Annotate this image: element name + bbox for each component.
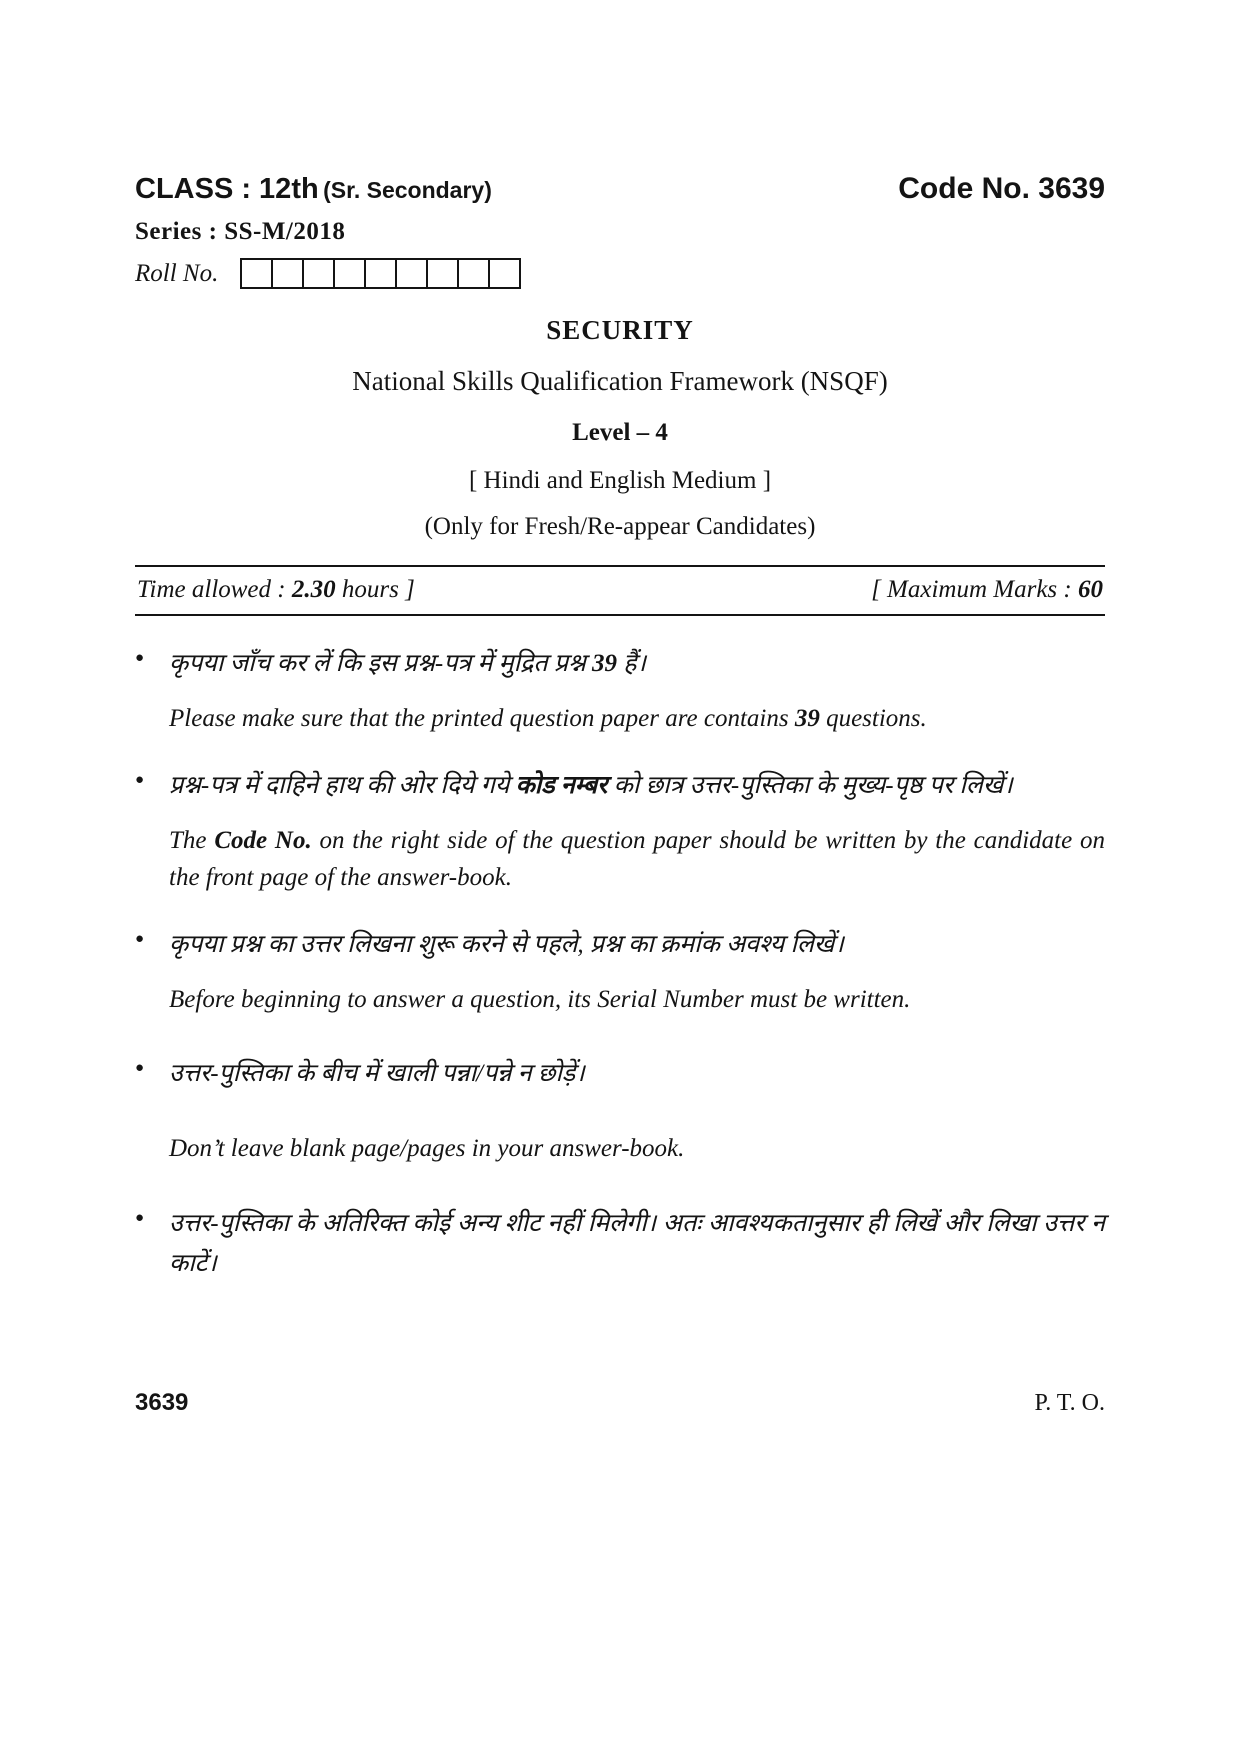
roll-no-cell[interactable] (364, 258, 397, 289)
instruction-hindi-text: कृपया प्रश्न का उत्तर लिखना शुरू करने से पहले, प्रश्न का क्रमांक अवश्य लिखें। (169, 930, 844, 958)
framework-title: National Skills Qualification Framework (NSQF) (352, 366, 888, 396)
footer-row (135, 1389, 1105, 1417)
meta-row (135, 565, 1105, 616)
level-label: Level – 4 (572, 419, 668, 446)
series-label: Series : SS-M/2018 (135, 218, 346, 245)
instruction-item (135, 925, 1105, 1019)
maximum-marks: [ Maximum Marks : 60 (871, 576, 1103, 603)
bullet-icon: ● (135, 1209, 145, 1226)
footer-code-number: 3639 (135, 1388, 189, 1416)
bullet-icon: ● (135, 771, 145, 788)
instructions-list (135, 644, 1105, 1284)
bullet-icon: ● (135, 650, 145, 666)
class-line (135, 173, 492, 206)
code-number: Code No. 3639 (898, 172, 1105, 205)
instruction-item (135, 766, 1105, 897)
candidates-note: (Only for Fresh/Re-appear Candidates) (424, 513, 816, 540)
roll-no-cell[interactable] (395, 258, 428, 289)
instruction-english-text: Don’t leave blank page/pages in your answer-book. (169, 1135, 685, 1162)
pto-label: P. T. O. (1034, 1389, 1105, 1416)
roll-no-cell[interactable] (333, 258, 366, 289)
instruction-english-text: The Code No. on the right side of the question paper should be written by the candidate on the front page of the answer-book. (169, 826, 1106, 891)
roll-no-cell[interactable] (426, 258, 459, 289)
roll-no-boxes[interactable] (240, 258, 521, 289)
roll-no-cell[interactable] (488, 258, 521, 289)
bullet-icon: ● (135, 1060, 145, 1076)
class-label: CLASS : 12th (135, 173, 319, 205)
instruction-hindi-text: प्रश्न-पत्र में दाहिने हाथ की ओर दिये गये कोड नम्बर को छात्र उत्तर-पुस्तिका के मुख्य-पृष्ठ पर लिखें। (169, 771, 1013, 799)
subject-title: SECURITY (546, 315, 694, 345)
roll-no-cell[interactable] (457, 258, 490, 289)
instruction-hindi-text: कृपया जाँच कर लें कि इस प्रश्न-पत्र में मुद्रित प्रश्न 39 हैं। (169, 650, 647, 677)
instruction-english-text: Before beginning to answer a question, its Serial Number must be written. (169, 985, 911, 1013)
instruction-english-text: Please make sure that the printed question paper are contains 39 questions. (169, 705, 927, 732)
roll-no-row (135, 258, 1105, 289)
instruction-item (135, 1054, 1105, 1168)
instruction-item (135, 644, 1105, 738)
header-row (135, 172, 1105, 206)
roll-no-cell[interactable] (271, 258, 304, 289)
instruction-hindi-text: उत्तर-पुस्तिका के बीच में खाली पन्ना/पन्ने न छोड़ें। (169, 1060, 585, 1087)
roll-no-cell[interactable] (302, 258, 335, 289)
class-sublabel: (Sr. Secondary) (323, 177, 492, 203)
instruction-hindi-text: उत्तर-पुस्तिका के अतिरिक्त कोई अन्य शीट नहीं मिलेगी। अतः आवश्यकतानुसार ही लिखें और लिखा उत्तर न काटें। (169, 1209, 1105, 1277)
medium-note: [ Hindi and English Medium ] (468, 467, 772, 494)
instruction-item (135, 1204, 1105, 1284)
time-allowed: Time allowed : 2.30 hours ] (137, 576, 415, 603)
bullet-icon: ● (135, 930, 145, 947)
roll-no-label: Roll No. (135, 259, 219, 287)
roll-no-cell[interactable] (240, 258, 273, 289)
